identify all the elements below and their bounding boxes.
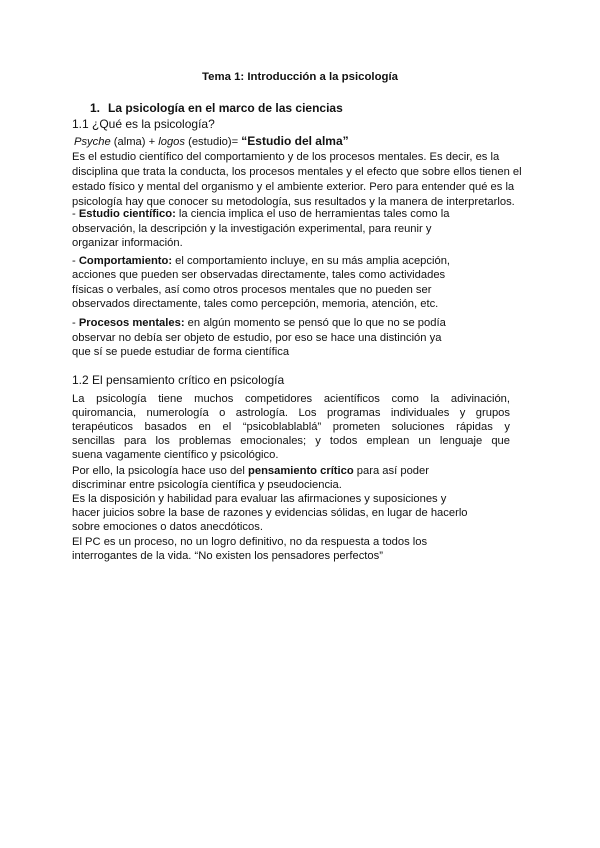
procesos-paragraph-line: observar no debía ser objeto de estudio, por eso se hace una distinción ya — [72, 332, 442, 344]
bullet-dash: - — [72, 208, 79, 220]
para1-line: quiromancia, numerología o astrología. Los programas individuales y grupos — [72, 407, 510, 419]
estudio-paragraph-line: observación, la descripción y la investigación experimental, para reunir y — [72, 223, 432, 235]
comportamiento-term: Comportamiento: — [78, 255, 173, 267]
comportamiento-paragraph-line — [72, 254, 450, 268]
procesos-term: Procesos mentales: — [78, 317, 185, 329]
para4-line: interrogantes de la vida. “No existen los pensadores perfectos” — [72, 550, 383, 562]
para1-line: suena vagamente científico y psicológico. — [72, 449, 279, 461]
pensamiento-critico-term: pensamiento crítico — [248, 465, 354, 477]
estudio-text: la ciencia implica el uso de herramientas tales como la — [175, 208, 450, 220]
document-title: Tema 1: Introducción a la psicología — [202, 71, 398, 83]
bullet-dash: - — [72, 317, 79, 329]
psyche-term: Psyche — [74, 136, 111, 148]
comportamiento-paragraph-line: acciones que pueden ser observadas directamente, tales como actividades — [72, 269, 446, 281]
para1-line: La psicología tiene muchos competidores acientíficos como la adivinación, — [72, 393, 510, 405]
definition-line: disciplina que trata la conducta, los procesos mentales y el efecto que sobre ellos tienen el — [72, 166, 522, 178]
procesos-paragraph-line: que sí se puede estudiar de forma científica — [72, 346, 290, 358]
procesos-paragraph-line — [72, 316, 446, 330]
section-heading-text: La psicología en el marco de las ciencias — [108, 101, 343, 115]
definition-line: psicología hay que conocer su metodología, sus resultados y la manera de interpretarlos. — [72, 196, 515, 208]
estudio-text: (estudio)= — [185, 136, 242, 148]
alma-text: (alma) + — [110, 136, 159, 148]
section-heading — [90, 101, 343, 115]
procesos-text: en algún momento se pensó que lo que no se podía — [184, 317, 446, 329]
section-number: 1. — [90, 101, 101, 115]
etymology-line — [74, 134, 349, 149]
estudio-term: Estudio científico: — [78, 208, 176, 220]
comportamiento-paragraph-line: físicas o verbales, así como otros procesos mentales que no pueden ser — [72, 284, 432, 296]
para3-line: Es la disposición y habilidad para evaluar las afirmaciones y suposiciones y — [72, 493, 447, 505]
etymology-result: “Estudio del alma” — [241, 134, 349, 148]
comportamiento-paragraph-line: observados directamente, tales como percepción, memoria, atención, etc. — [72, 298, 439, 310]
para2-before: Por ello, la psicología hace uso del — [72, 465, 249, 477]
para3-line: sobre emociones o datos anecdóticos. — [72, 521, 263, 533]
definition-line: estado físico y mental del organismo y el ambiente exterior. Pero para entender qué es la — [72, 181, 515, 193]
bullet-dash: - — [72, 255, 79, 267]
definition-line: Es el estudio científico del comportamiento y de los procesos mentales. Es decir, es la — [72, 151, 500, 163]
comportamiento-text: el comportamiento incluye, en su más amplia acepción, — [172, 255, 451, 267]
para2-after: para así poder — [353, 465, 429, 477]
subsection-1-1: 1.1 ¿Qué es la psicología? — [72, 117, 215, 131]
estudio-paragraph-line — [72, 207, 449, 221]
para3-line: hacer juicios sobre la base de razones y evidencias sólidas, en lugar de hacerlo — [72, 507, 468, 519]
logos-term: logos — [158, 136, 185, 148]
para2-line: discriminar entre psicología científica y pseudociencia. — [72, 479, 342, 491]
para2-line — [72, 464, 429, 478]
estudio-paragraph-line: organizar información. — [72, 237, 183, 249]
subsection-1-2: 1.2 El pensamiento crítico en psicología — [72, 373, 285, 387]
para1-line: terapéuticos basados en el “psicoblablablá” prometen soluciones rápidas y — [72, 421, 510, 433]
para1-line: sencillas para los problemas emocionales; y todos emplean un lenguaje que — [72, 435, 510, 447]
para4-line: El PC es un proceso, no un logro definitivo, no da respuesta a todos los — [72, 536, 428, 548]
